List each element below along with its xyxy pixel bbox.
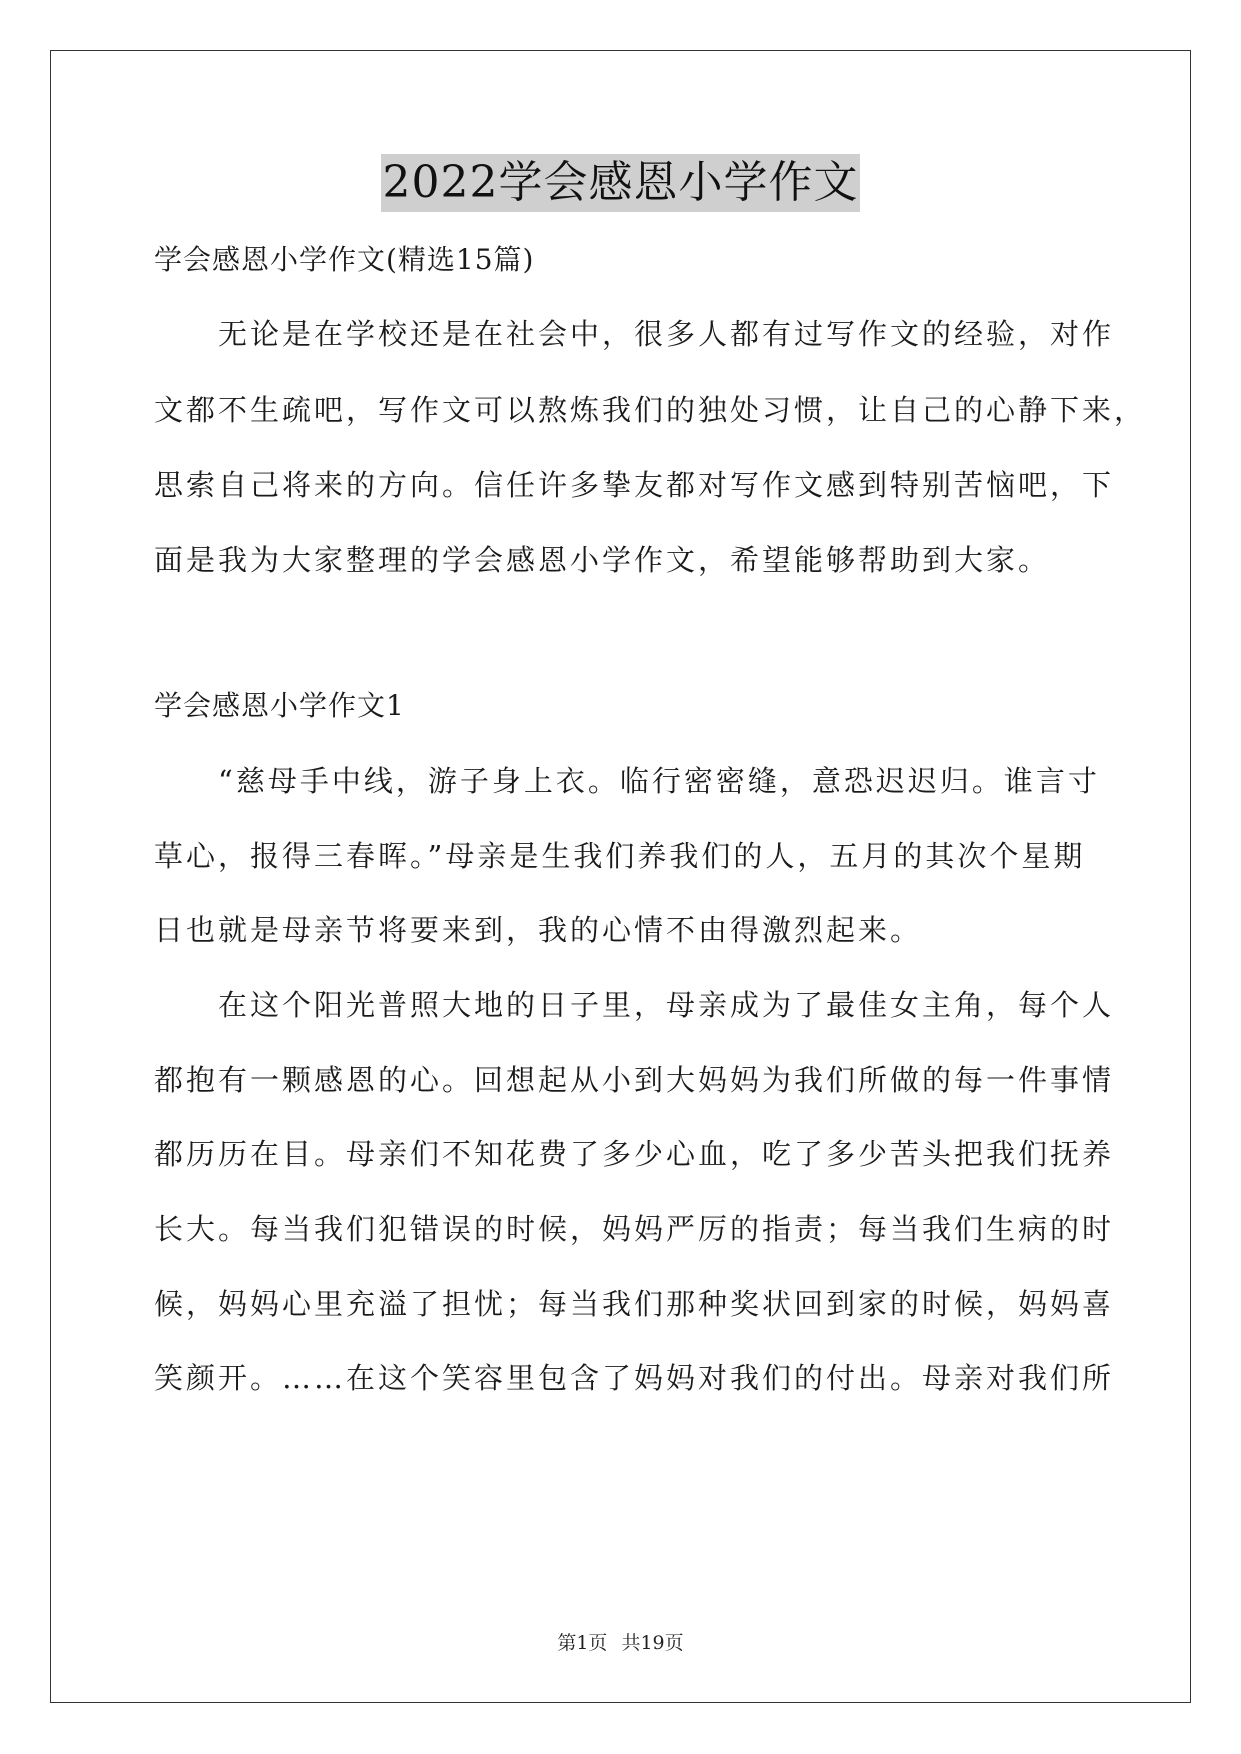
section-line-7: 长大。每当我们犯错误的时候，妈妈严厉的指责；每当我们生病的时 — [154, 1212, 1115, 1246]
page-total: 共19页 — [621, 1632, 684, 1654]
section-line-8: 候，妈妈心里充溢了担忧；每当我们那种奖状回到家的时候，妈妈喜 — [154, 1287, 1115, 1321]
section-line-5: 都抱有一颗感恩的心。回想起从小到大妈妈为我们所做的每一件事情 — [154, 1063, 1115, 1097]
section-line-1: “慈母手中线，游子身上衣。临行密密缝，意恐迟迟归。谁言寸 — [154, 764, 1100, 798]
section-line-4: 在这个阳光普照大地的日子里，母亲成为了最佳女主角，每个人 — [154, 988, 1115, 1022]
page-number: 第1页 — [557, 1632, 608, 1654]
intro-line-2: 文都不生疏吧，写作文可以熬炼我们的独处习惯，让自己的心静下来， — [154, 393, 1147, 427]
title-container — [0, 154, 1241, 212]
page-border — [50, 50, 1191, 1703]
document-title: 2022学会感恩小学作文 — [381, 154, 861, 212]
section-line-6: 都历历在目。母亲们不知花费了多少心血，吃了多少苦头把我们抚养 — [154, 1137, 1115, 1171]
page-footer — [0, 1628, 1241, 1655]
section-line-9: 笑颜开。……在这个笑容里包含了妈妈对我们的付出。母亲对我们所 — [154, 1361, 1115, 1395]
intro-line-1: 无论是在学校还是在社会中，很多人都有过写作文的经验，对作 — [154, 317, 1115, 351]
intro-line-4: 面是我为大家整理的学会感恩小学作文，希望能够帮助到大家。 — [154, 543, 1051, 577]
section-heading: 学会感恩小学作文1 — [154, 689, 405, 722]
document-subtitle: 学会感恩小学作文(精选15篇) — [154, 243, 535, 276]
section-line-3: 日也就是母亲节将要来到，我的心情不由得激烈起来。 — [154, 913, 923, 947]
section-line-2: 草心，报得三春晖。”母亲是生我们养我们的人，五月的其次个星期 — [154, 839, 1086, 873]
intro-line-3: 思索自己将来的方向。信任许多挚友都对写作文感到特别苦恼吧，下 — [154, 468, 1115, 502]
